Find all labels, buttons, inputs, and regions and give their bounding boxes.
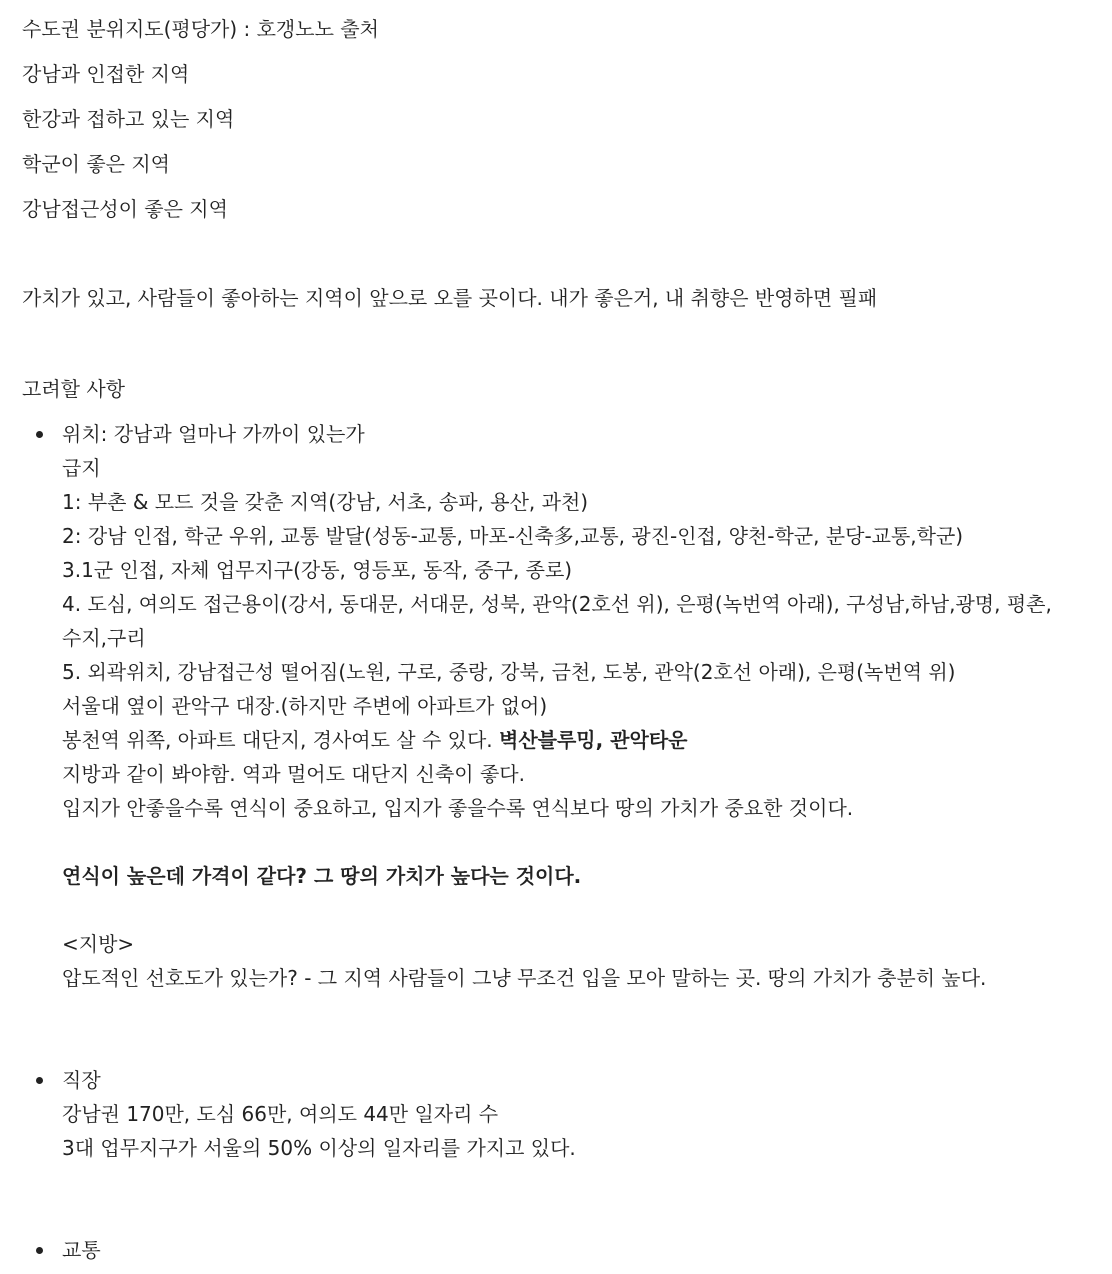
section-heading: 고려할 사항: [22, 377, 125, 401]
bullet-text: 3.1군 인접, 자체 업무지구(강동, 영등포, 동작, 중구, 종로): [62, 558, 573, 582]
bullet-title: 직장: [62, 1068, 101, 1092]
bullet-icon: [36, 431, 43, 438]
bullet-text: 5. 외곽위치, 강남접근성 떨어짐(노원, 구로, 중랑, 강북, 금천, 도봉, 관악(2호선 아래), 은평(녹번역 위): [62, 660, 956, 684]
bullet-text: 강남권 170만, 도심 66만, 여의도 44만 일자리 수: [62, 1102, 499, 1126]
bullet-text: 2: 강남 인접, 학군 우위, 교통 발달(성동-교통, 마포-신축多,교통, 광진-인접, 양천-학군, 분당-교통,학군): [62, 524, 964, 548]
bullet-text: 서울대 옆이 관악구 대장.(하지만 주변에 아파트가 없어): [62, 694, 548, 718]
bullet-text: 4. 도심, 여의도 접근용이(강서, 동대문, 서대문, 성북, 관악(2호선 위), 은평(녹번역 아래), 구성남,하남,광명, 평촌,수지,구리: [62, 592, 1052, 650]
bullet-text-part: 봉천역 위쪽, 아파트 대단지, 경사여도 살 수 있다.: [62, 728, 500, 752]
bullet-icon: [36, 1247, 43, 1254]
bullet-text: <지방>: [62, 932, 135, 956]
bullet-text: 지방과 같이 봐야함. 역과 멀어도 대단지 신축이 좋다.: [62, 762, 525, 786]
bullet-location: [62, 417, 1092, 1063]
document-body: [22, 12, 1092, 1267]
bullet-text-bold: 벽산블루밍, 관악타운: [499, 728, 688, 752]
text-line: 학군이 좋은 지역: [22, 152, 170, 176]
bullet-text: 입지가 안좋을수록 연식이 중요하고, 입지가 좋을수록 연식보다 땅의 가치가 중요한 것이다.: [62, 796, 854, 820]
text-line: 수도권 분위지도(평당가) : 호갱노노 출처: [22, 17, 379, 41]
bullet-text: 1: 부촌 & 모드 것을 갖춘 지역(강남, 서초, 송파, 용산, 과천): [62, 490, 589, 514]
text-line: 한강과 접하고 있는 지역: [22, 107, 235, 131]
bullet-text-bold: 연식이 높은데 가격이 같다? 그 땅의 가치가 높다는 것이다.: [62, 864, 582, 888]
bullet-icon: [36, 1077, 43, 1084]
text-line: 강남과 인접한 지역: [22, 62, 190, 86]
bullet-title: 교통: [62, 1238, 101, 1262]
bullet-text: 3대 업무지구가 서울의 50% 이상의 일자리를 가지고 있다.: [62, 1136, 576, 1160]
bullet-text: 압도적인 선호도가 있는가? - 그 지역 사람들이 그냥 무조건 입을 모아 말하는 곳. 땅의 가치가 충분히 높다.: [62, 966, 987, 990]
bullet-text: 급지: [62, 456, 101, 480]
bullet-transport: [62, 1233, 1092, 1267]
bullet-text: [62, 723, 1092, 757]
bullet-work: [62, 1063, 1092, 1233]
text-line: 강남접근성이 좋은 지역: [22, 197, 228, 221]
text-line: 가치가 있고, 사람들이 좋아하는 지역이 앞으로 오를 곳이다. 내가 좋은거, 내 취향은 반영하면 필패: [22, 286, 878, 310]
bullet-title: 위치: 강남과 얼마나 가까이 있는가: [62, 422, 365, 446]
